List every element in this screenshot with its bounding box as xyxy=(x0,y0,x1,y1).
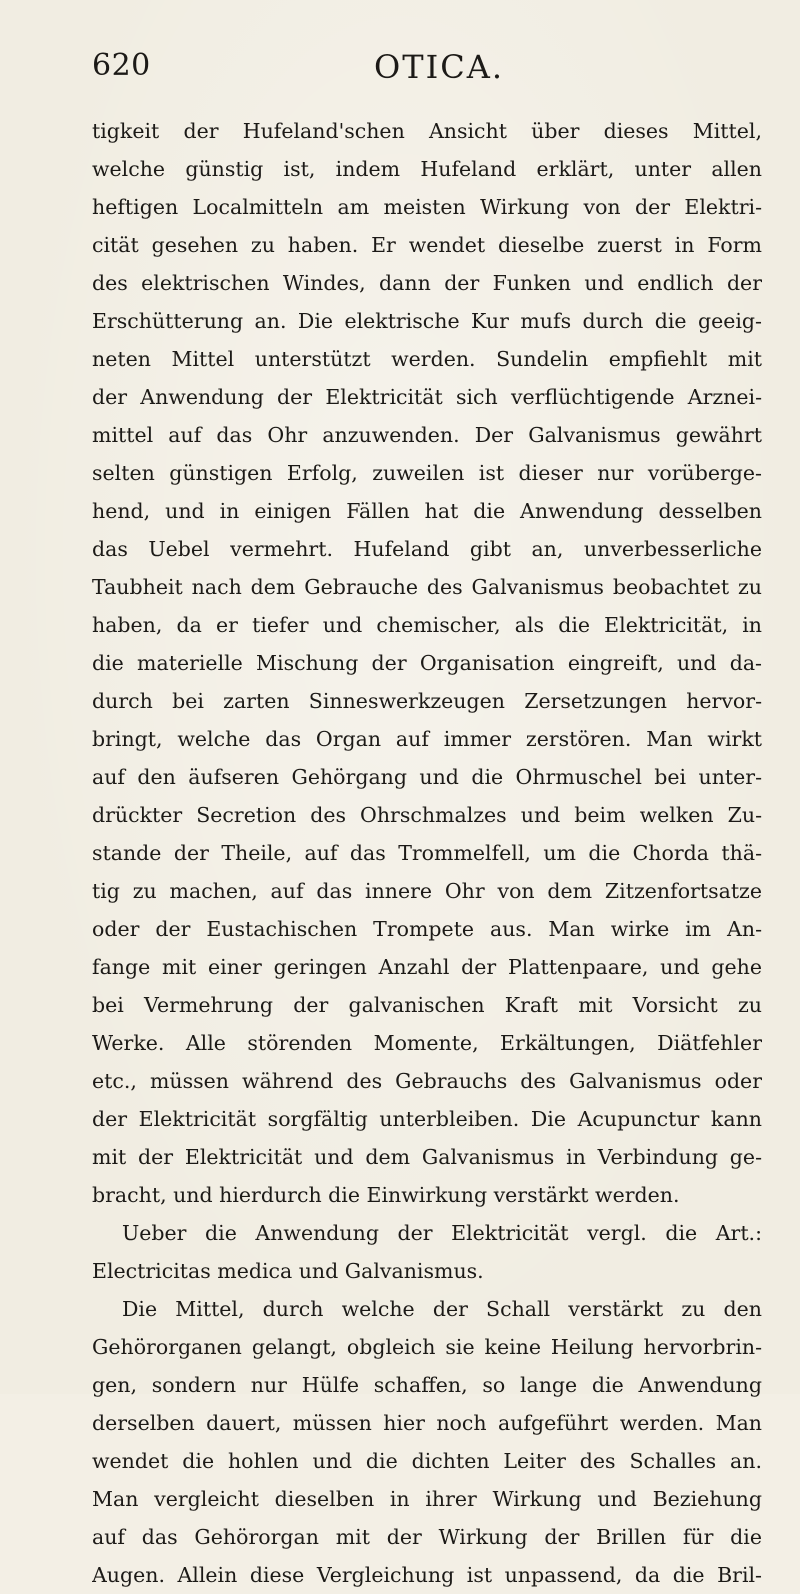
page-header xyxy=(92,48,760,98)
text-line: bringt, welche das Organ auf immer zerstören. Man wirkt xyxy=(92,727,762,751)
text-line: Taubheit nach dem Gebrauche des Galvanismus beobachtet zu xyxy=(92,575,762,599)
text-line: auf das Gehörorgan mit der Wirkung der Brillen für die xyxy=(92,1525,762,1549)
text-line: gen, sondern nur Hülfe schaffen, so lange die Anwendung xyxy=(92,1373,762,1397)
text-line: wendet die hohlen und die dichten Leiter des Schalles an. xyxy=(92,1449,762,1473)
text-line: auf den äufseren Gehörgang und die Ohrmuschel bei unter- xyxy=(92,765,762,789)
text-line: selten günstigen Erfolg, zuweilen ist dieser nur vorüberge- xyxy=(92,461,762,485)
text-line: der Elektricität sorgfältig unterbleiben. Die Acupunctur kann xyxy=(92,1107,762,1131)
text-line: tig zu machen, auf das innere Ohr von dem Zitzenfortsatze xyxy=(92,879,762,903)
text-line: hend, und in einigen Fällen hat die Anwendung desselben xyxy=(92,499,762,523)
text-line: Erschütterung an. Die elektrische Kur mufs durch die geeig- xyxy=(92,309,762,333)
text-line: bei Vermehrung der galvanischen Kraft mit Vorsicht zu xyxy=(92,993,762,1017)
text-line: der Anwendung der Elektricität sich verflüchtigende Arznei- xyxy=(92,385,762,409)
text-line: drückter Secretion des Ohrschmalzes und beim welken Zu- xyxy=(92,803,762,827)
text-line: mittel auf das Ohr anzuwenden. Der Galvanismus gewährt xyxy=(92,423,762,447)
text-line: Ueber die Anwendung der Elektricität vergl. die Art.: xyxy=(122,1221,762,1245)
text-line: des elektrischen Windes, dann der Funken und endlich der xyxy=(92,271,762,295)
text-line: derselben dauert, müssen hier noch aufgeführt werden. Man xyxy=(92,1411,762,1435)
text-line: heftigen Localmitteln am meisten Wirkung von der Elektri- xyxy=(92,195,762,219)
text-line: neten Mittel unterstützt werden. Sundelin empfiehlt mit xyxy=(92,347,762,371)
text-line: die materielle Mischung der Organisation eingreift, und da- xyxy=(92,651,762,675)
text-line: Werke. Alle störenden Momente, Erkältungen, Diätfehler xyxy=(92,1031,762,1055)
body-text xyxy=(92,112,762,1594)
running-head: OTICA. xyxy=(374,48,504,86)
text-line: durch bei zarten Sinneswerkzeugen Zersetzungen hervor- xyxy=(92,689,762,713)
text-line: fange mit einer geringen Anzahl der Plattenpaare, und gehe xyxy=(92,955,762,979)
text-line: haben, da er tiefer und chemischer, als die Elektricität, in xyxy=(92,613,762,637)
text-line: tigkeit der Hufeland'schen Ansicht über dieses Mittel, xyxy=(92,119,762,143)
text-line: bracht, und hierdurch die Einwirkung verstärkt werden. xyxy=(92,1183,680,1207)
text-line: Augen. Allein diese Vergleichung ist unpassend, da die Bril- xyxy=(92,1563,762,1587)
text-line: Gehörorganen gelangt, obgleich sie keine Heilung hervorbrin- xyxy=(92,1335,762,1359)
text-line: oder der Eustachischen Trompete aus. Man wirke im An- xyxy=(92,917,762,941)
text-line: mit der Elektricität und dem Galvanismus in Verbindung ge- xyxy=(92,1145,762,1169)
text-line: Man vergleicht dieselben in ihrer Wirkung und Beziehung xyxy=(92,1487,762,1511)
text-line: cität gesehen zu haben. Er wendet dieselbe zuerst in Form xyxy=(92,233,762,257)
text-line: Electricitas medica und Galvanismus. xyxy=(92,1259,484,1283)
text-line: welche günstig ist, indem Hufeland erklärt, unter allen xyxy=(92,157,762,181)
text-line: das Uebel vermehrt. Hufeland gibt an, unverbesserliche xyxy=(92,537,762,561)
text-line: Die Mittel, durch welche der Schall verstärkt zu den xyxy=(122,1297,762,1321)
text-line: etc., müssen während des Gebrauchs des Galvanismus oder xyxy=(92,1069,762,1093)
text-line: stande der Theile, auf das Trommelfell, um die Chorda thä- xyxy=(92,841,762,865)
page-number: 620 xyxy=(92,48,151,83)
